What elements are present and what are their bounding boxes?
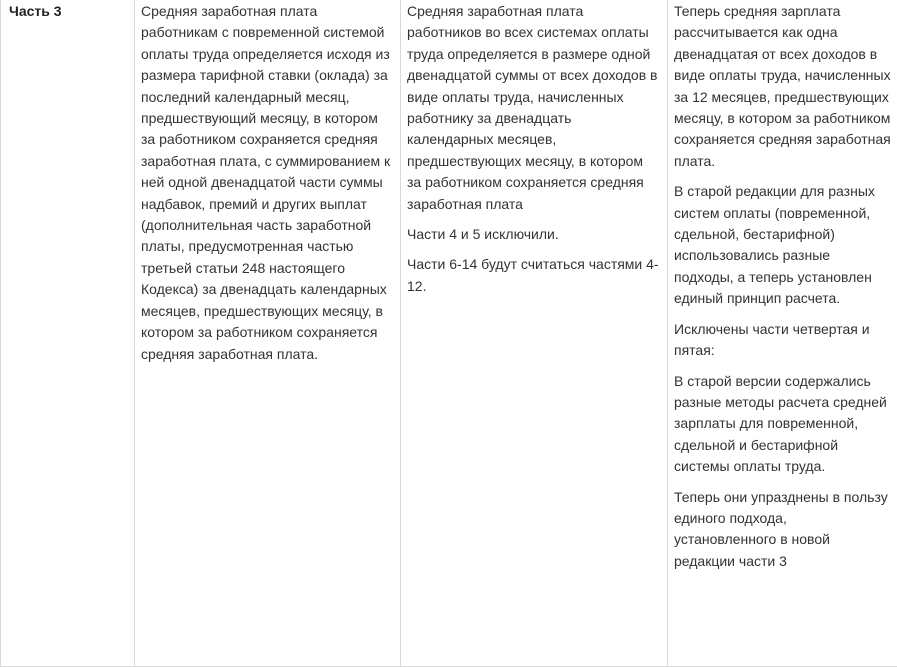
comment-paragraph: Исключены части четвертая и пятая: xyxy=(674,320,870,359)
comment-paragraph: Теперь средняя зарплата рассчитывается как одна двенадцатая от всех доходов в виде оплаты труда, начисленных за 12 месяцев, предшествующих месяцу, в котором за работником сохраняется средняя заработная плата. xyxy=(674,3,891,169)
comment-paragraph: В старой редакции для разных систем оплаты (повременной, сдельной, бестарифной) использовались разные подходы, а теперь установлен единый принцип расчета. xyxy=(674,183,875,307)
row-label-cell xyxy=(0,0,135,667)
old-version-cell xyxy=(135,0,401,667)
new-version-cell xyxy=(401,0,668,667)
old-version-text: Средняя заработная плата работникам с повременной системой оплаты труда определяется исходя из размера тарифной ставки (оклада) за последний календарный месяц, предшествующий месяцу, в котором за работником сохраняется средняя заработная плата, с суммированием к ней одной двенадцатой части суммы надбавок, премий и других выплат (дополнительная часть заработной платы, предусмотренная частью третьей статьи 248 настоящего Кодекса) за двенадцать календарных месяцев, предшествующих месяцу, в котором за работником сохраняется средняя заработная плата. xyxy=(141,3,391,362)
new-version-paragraph: Средняя заработная плата работников во всех системах оплаты труда определяется в размере одной двенадцатой суммы от всех доходов в виде оплаты труда, начисленных работнику за двенадцать календарных месяцев, предшествующих месяцу, в котором за работником сохраняется средняя заработная плата xyxy=(407,3,658,212)
comment-cell xyxy=(668,0,897,667)
comment-paragraph: Теперь они упразднены в пользу единого подхода, установленного в новой редакции части 3 xyxy=(674,488,888,569)
comment-paragraph: В старой версии содержались разные методы расчета средней зарплаты для повременной, сдельной и бестарифной системы оплаты труда. xyxy=(674,372,887,475)
row-label: Часть 3 xyxy=(9,3,62,19)
new-version-paragraph: Части 6-14 будут считаться частями 4-12. xyxy=(407,256,659,294)
new-version-paragraph: Части 4 и 5 исключили. xyxy=(407,226,559,243)
